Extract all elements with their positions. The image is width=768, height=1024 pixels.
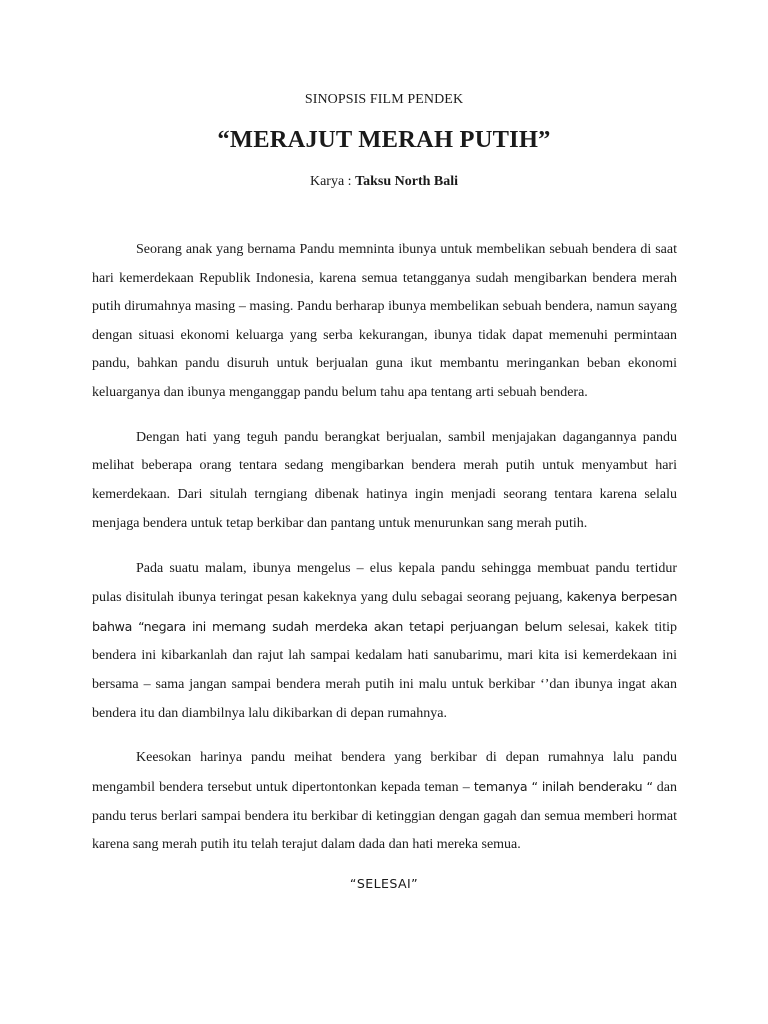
paragraph-3-part-c: selesai, kakek titip bendera ini kibarkanlah dan rajut lah sampai kedalam hati sanubarimu, mari kita isi kemerdekaan ini bersama – sama jangan sampai bendera merah putih ini malu untuk berkibar ‘’dan ibunya ingat akan bendera itu dan diambilnya lalu dikibarkan di depan rumahnya. <box>92 619 678 721</box>
closing-text: “SELESAI” <box>349 876 419 891</box>
author-prefix: Karya : <box>309 174 356 189</box>
paragraph-4-part-c: dan pandu terus berlari sampai bendera itu berkibar di ketinggian dengan gagah dan semua memberi hormat karena sang merah putih itu telah terajut dalam dada dan hati mereka semua. <box>92 779 678 853</box>
document-title: “MERAJUT MERAH PUTIH” <box>217 126 551 153</box>
paragraph-4-part-a: Keesokan harinya pandu meihat bendera yang berkibar di depan rumahnya lalu pandu mengambil bendera tersebut untuk dipertontonkan kepada teman – <box>92 750 677 795</box>
paragraph-2: Dengan hati yang teguh pandu berangkat berjualan, sambil menjajakan dagangannya pandu melihat beberapa orang tentara sedang mengibarkan bendera merah putih untuk menyambut hari kemerdekaan. Dari situlah terngiang dibenak hatinya ingin menjadi seorang tentara karena selalu menjaga bendera untuk tetap berkibar dan pantang untuk menurunkan sang merah putih. <box>92 429 677 531</box>
paragraph-4-quote: temanya “ inilah benderaku “ <box>473 778 653 794</box>
paragraph-1: Seorang anak yang bernama Pandu memninta ibunya untuk membelikan sebuah bendera di saat hari kemerdekaan Republik Indonesia, karena semua tetangganya sudah mengibarkan bendera merah putih dirumahnya masing – masing. Pandu berharap ibunya membelikan sebuah bendera, namun sayang dengan situasi ekonomi keluarga yang serba kekurangan, ibunya tidak dapat memenuhi permintaan pandu, bahkan pandu disuruh untuk berjualan guna ikut membantu meringankan beban ekonomi keluarganya dan ibunya menganggap pandu belum tahu apa tentang arti sebuah bendera. <box>92 242 677 400</box>
author-name: Taksu North Bali <box>355 174 459 189</box>
paragraph-3-part-a: Pada suatu malam, ibunya mengelus – elus kepala pandu sehingga membuat pandu tertidur pulas disitulah ibunya teringat pesan kakeknya yang dulu sebagai seorang pejuang, <box>92 560 677 606</box>
paragraph-3-quote: kakenya berpesan bahwa “negara ini memang sudah merdeka akan tetapi perjuangan belum <box>92 589 678 634</box>
synopsis-body <box>92 236 677 876</box>
document-label: SINOPSIS FILM PENDEK <box>304 92 464 107</box>
document-author <box>0 174 768 190</box>
paragraph-3 <box>92 555 677 729</box>
paragraph-4 <box>92 744 677 859</box>
